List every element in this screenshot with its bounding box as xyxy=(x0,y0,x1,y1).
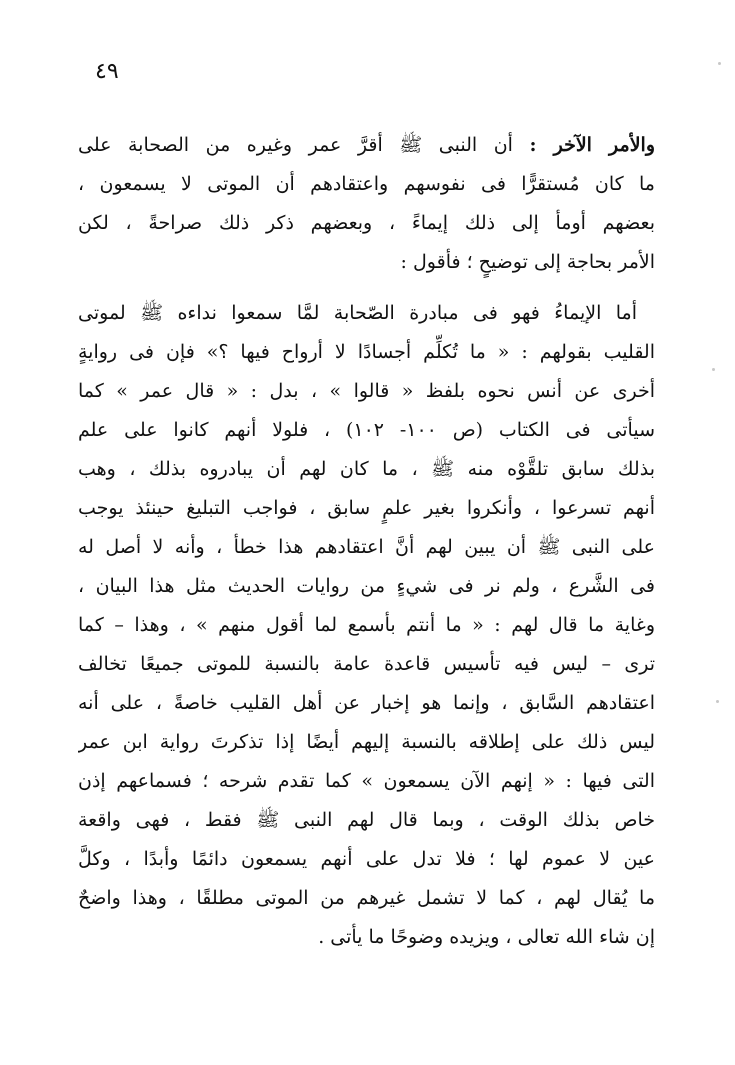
text-line: أخرى عن أنس نحوه بلفظ « قالوا » ، بدل : « قال عمر » كما xyxy=(78,380,655,402)
text-line: ليس ذلك على إطلاقه بالنسبة إليهم أيضًا إذا تذكرتَ رواية ابن عمر xyxy=(78,731,655,753)
text-line: بذلك سابق تلقَّوْه منه ﷺ ، ما كان لهم أن يبادروه بذلك ، وهب xyxy=(78,458,655,480)
text-line: وغاية ما قال لهم : « ما أنتم بأسمع لما أقول منهم » ، وهذا – كما xyxy=(78,614,655,636)
text-line: التى فيها : « إنهم الآن يسمعون » كما تقدم شرحه ؛ فسماعهم إذن xyxy=(78,770,655,792)
text-line xyxy=(78,126,655,165)
text-line: ما يُقال لهم ، كما لا تشمل غيرهم من الموتى مطلقًا ، وهذا واضحٌ xyxy=(78,887,655,909)
paragraph-2 xyxy=(78,294,655,957)
text-line: أنهم تسرعوا ، وأنكروا بغير علمٍ سابق ، فواجب التبليغ حينئذ يوجب xyxy=(78,497,655,519)
scan-speck xyxy=(716,700,719,703)
text-line: خاص بذلك الوقت ، وبما قال لهم النبى ﷺ فقط ، فهى واقعة xyxy=(78,809,655,831)
text-line: فى الشَّرع ، ولم نر فى شيءٍ من روايات الحديث مثل هذا البيان ، xyxy=(78,575,655,597)
text-line: ترى – ليس فيه تأسيس قاعدة عامة بالنسبة للموتى جميعًا تخالف xyxy=(78,653,655,675)
line-text: أن النبى ﷺ أقرَّ عمر وغيره من الصحابة على xyxy=(78,134,530,156)
text-line: عين لا عموم لها ؛ فلا تدل على أنهم يسمعون دائمًا وأبدًا ، وكلَّ xyxy=(78,848,655,870)
text-line: إن شاء الله تعالى ، ويزيده وضوحًا ما يأتى . xyxy=(318,926,655,948)
text-line: على النبى ﷺ أن يبين لهم أنَّ اعتقادهم هذا خطأ ، وأنه لا أصل له xyxy=(78,536,655,558)
text-line: الأمر بحاجة إلى توضيحٍ ؛ فأقول : xyxy=(400,251,655,273)
scan-speck xyxy=(712,368,715,371)
paragraph-1 xyxy=(78,126,655,282)
text-line: سيأتى فى الكتاب (ص ١٠٠- ١٠٢) ، فلولا أنهم كانوا على علم xyxy=(78,419,655,441)
body-text xyxy=(78,126,655,957)
text-line: ما كان مُستقرًّا فى نفوسهم واعتقادهم أن الموتى لا يسمعون ، xyxy=(78,173,655,195)
section-lead: والأمر الآخر : xyxy=(529,134,655,156)
page-number: ٤٩ xyxy=(95,59,119,84)
scan-speck xyxy=(718,62,721,65)
text-line: القليب بقولهم : « ما تُكلِّم أجسادًا لا أرواح فيها ؟» فإن فى روايةٍ xyxy=(78,341,655,363)
text-line: بعضهم أومأ إلى ذلك إيماءً ، وبعضهم ذكر ذلك صراحةً ، لكن xyxy=(78,212,655,234)
text-line: اعتقادهم السَّابق ، وإنما هو إخبار عن أهل القليب خاصةً ، على أنه xyxy=(78,692,655,714)
text-line: أما الإيماءُ فهو فى مبادرة الصّحابة لمَّا سمعوا نداءه ﷺ لموتى xyxy=(78,302,637,324)
